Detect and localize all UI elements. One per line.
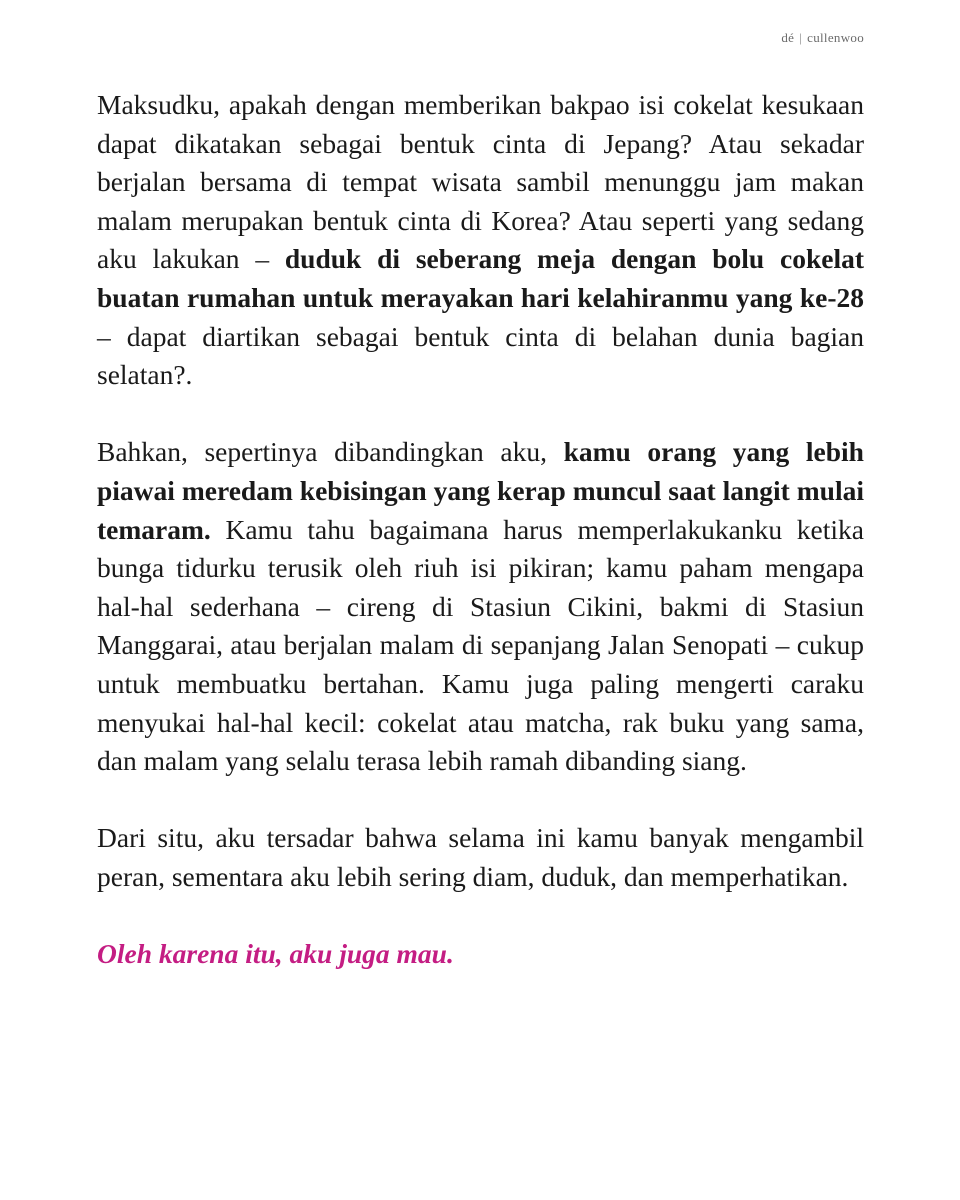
paragraph-1-text-c: – dapat diartikan sebagai bentuk cinta di belahan dunia bagian selatan?. bbox=[97, 320, 864, 391]
header-separator: | bbox=[799, 30, 803, 45]
paragraph-2-text-a: Bahkan, sepertinya dibandingkan aku, bbox=[97, 436, 564, 468]
paragraph-1-text-a: Maksudku, apakah dengan memberikan bakpao isi cokelat kesukaan dapat dikatakan sebagai bentuk cinta di Jepang? Atau sekadar berjalan bersama di tempat wisata sambil menunggu jam makan malam merupakan bentuk cinta di Korea? Atau seperti yang sedang aku lakukan – bbox=[97, 89, 864, 275]
closing-line: Oleh karena itu, aku juga mau. bbox=[97, 938, 454, 970]
paragraph-1-bold: duduk di seberang meja dengan bolu cokelat buatan rumahan untuk merayakan hari kelahiranmu yang ke-28 bbox=[97, 243, 864, 313]
paragraph-2-text-c: Kamu tahu bagaimana harus memperlakukanku ketika bunga tidurku terusik oleh riuh isi pikiran; kamu paham mengapa hal-hal sederhana – cireng di Stasiun Cikini, bakmi di Stasiun Manggarai, atau berjalan malam di sepanjang Jalan Senopati – cukup untuk membuatku bertahan. Kamu juga paling mengerti caraku menyukai hal-hal kecil: cokelat atau matcha, rak buku yang sama, dan malam yang selalu terasa lebih ramah dibanding siang. bbox=[97, 513, 864, 777]
paragraph-2-bold: kamu orang yang lebih piawai meredam kebisingan yang kerap muncul saat langit mulai temaram. bbox=[97, 436, 864, 545]
body-text bbox=[97, 86, 864, 974]
page-header bbox=[781, 30, 864, 46]
paragraph-2 bbox=[97, 433, 864, 780]
header-author-initial: dé bbox=[781, 30, 795, 45]
paragraph-3: Dari situ, aku tersadar bahwa selama ini kamu banyak mengambil peran, sementara aku lebih sering diam, duduk, dan memperhatikan. bbox=[97, 822, 864, 892]
header-author-handle: cullenwoo bbox=[807, 30, 864, 45]
paragraph-1 bbox=[97, 86, 864, 395]
